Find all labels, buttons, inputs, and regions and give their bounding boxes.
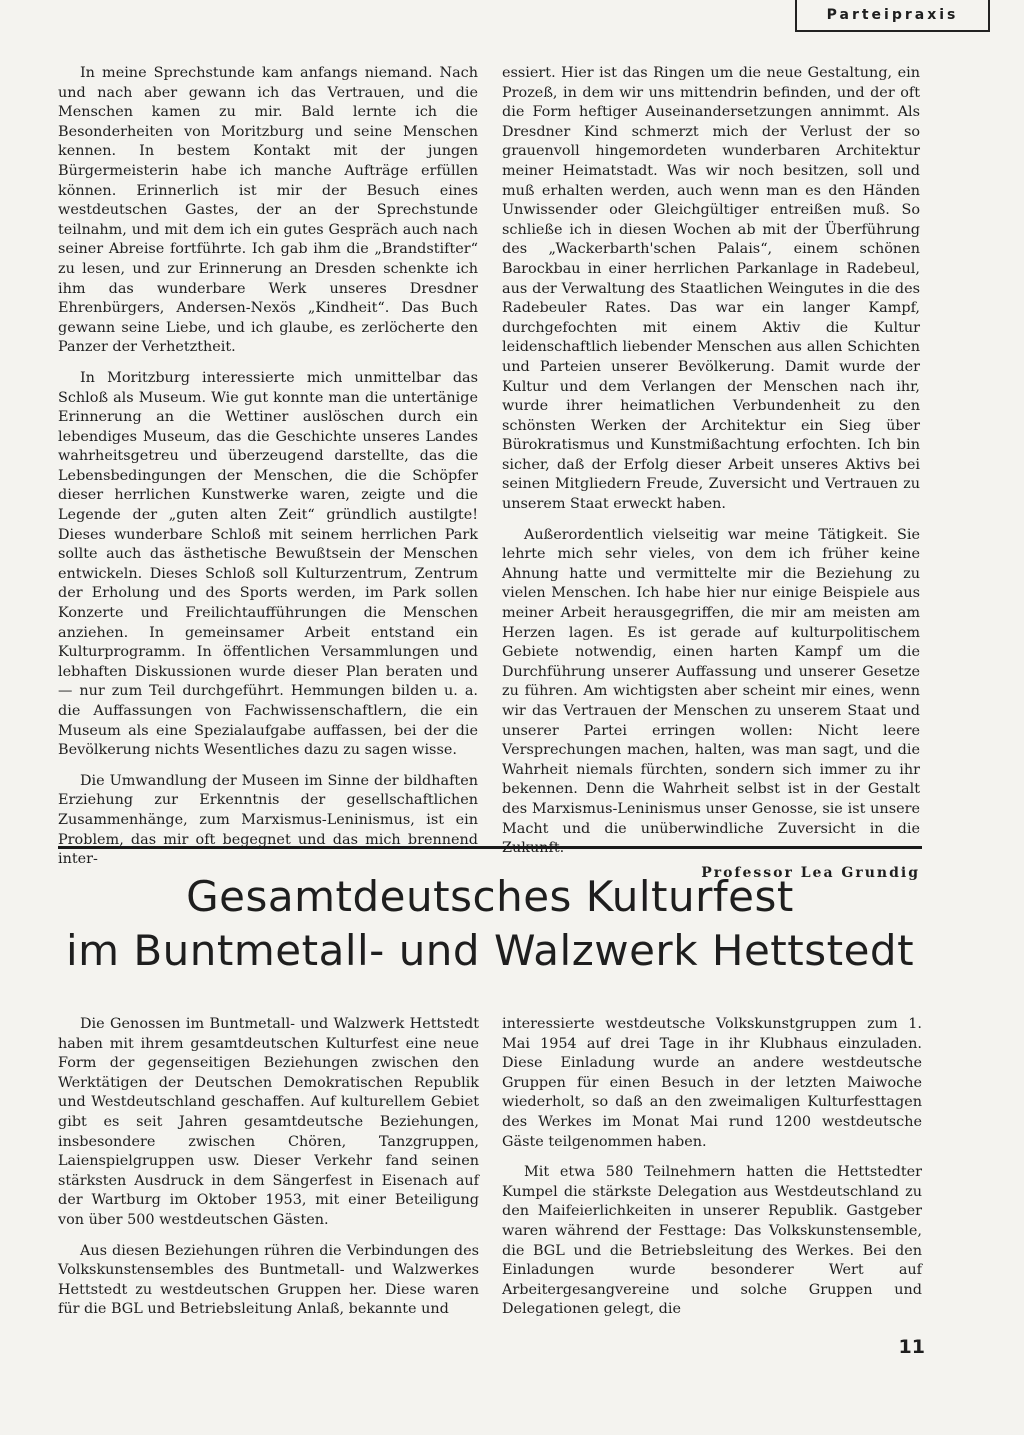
paragraph: Mit etwa 580 Teilnehmern hatten die Hettstedter Kumpel die stärkste Delegation aus Westdeutschland zu den Maifeierlichkeiten in unserer Republik. Gastgeber waren während der Festtage: Das Volkskunstensemble, die BGL und die Betriebsleitung des Werkes. Bei den Einladungen wurde besonderer Wert auf Arbeitergesangvereine und solche Gruppen und Delegationen gelegt, die [502, 1164, 922, 1318]
paragraph: essiert. Hier ist das Ringen um die neue Gestaltung, ein Prozeß, in dem wir uns mittendrin befinden, und der oft die Form heftiger Auseinandersetzungen annimmt. Als Dresdner Kind schmerzt mich der Verlust der so grauenvoll hingemordeten wunderbaren Architektur meiner Heimatstadt. Was wir noch besitzen, soll und muß erhalten werden, auch wenn man es den Händen Unwissender oder Gleichgültiger entreißen muß. So schließe ich in diesen Wochen ab mit der Überführung des „Wackerbarth'schen Palais“, einem schönen Barockbau in einer herrlichen Parkanlage in Radebeul, aus der Verwaltung des Staatlichen Weingutes in die des Radebeuler Rates. Das war ein langer Kampf, durchgefochten mit einem Aktiv die Kultur leidenschaftlich liebender Menschen aus allen Schichten und Parteien unserer Bevölkerung. Damit wurde der Kultur und dem Verlangen der Menschen nach ihr, wurde ihrer heimatlichen Verbundenheit zu den schönsten Werken der Architektur ein Sieg über Bürokratismus und Kunstmißachtung erfochten. Ich bin sicher, daß der Erfolg dieser Arbeit unseres Aktivs bei seinen Mitgliedern Freude, Zuversicht und Vertrauen zu unserem Staat erweckt haben. [502, 65, 920, 513]
paragraph: Die Umwandlung der Museen im Sinne der bildhaften Erziehung zur Erkenntnis der gesellschaftlichen Zusammenhänge, zum Marxismus-Leninismus, ist ein Problem, das mir oft begegnet und das mich brennend inter- [58, 772, 478, 868]
article1-column-right [502, 64, 920, 883]
page-number: 11 [898, 1336, 925, 1358]
author-signature: Professor Lea Grundig [701, 864, 920, 881]
paragraph: In meine Sprechstunde kam anfangs niemand. Nach und nach aber gewann ich das Vertrauen, und die Menschen kamen zu mir. Bald lernte ich die Besonderheiten von Moritzburg und seine Menschen kennen. In bestem Kontakt mit der jungen Bürgermeisterin habe ich manche Aufträge erfüllen können. Erinnerlich ist mir der Besuch eines westdeutschen Gastes, der an der Sprechstunde teilnahm, und mit dem ich ein gutes Gespräch auch nach seiner Abreise fortführte. Ich gab ihm die „Brandstifter“ zu lesen, und zur Erinnerung an Dresden schenkte ich ihm das wunderbare Werk unseres Dresdner Ehrenbürgers, Andersen-Nexös „Kindheit“. Das Buch gewann seine Liebe, und ich glaube, es zerlöcherte den Panzer der Verhetztheit. [58, 65, 478, 356]
paragraph: Die Genossen im Buntmetall- und Walzwerk Hettstedt haben mit ihrem gesamtdeutschen Kulturfest eine neue Form der gegenseitigen Beziehungen zwischen den Werktätigen der Deutschen Demokratischen Republik und Westdeutschland geschaffen. Auf kulturellem Gebiet gibt es seit Jahren gesamtdeutsche Beziehungen, insbesondere zwischen Chören, Tanzgruppen, Laienspielgruppen usw. Dieser Verkehr fand seinen stärksten Ausdruck in dem Sängerfest in Eisenach auf der Wartburg im Oktober 1953, mit einer Beteiligung von über 500 westdeutschen Gästen. [58, 1016, 479, 1228]
paragraph: Außerordentlich vielseitig war meine Tätigkeit. Sie lehrte mich sehr vieles, von dem ich früher keine Ahnung hatte und vermittelte mir die Beziehung zu vielen Menschen. Ich habe hier nur einige Beispiele aus meiner Arbeit herausgegriffen, die mir am meisten am Herzen lagen. Es ist gerade auf kulturpolitischem Gebiete notwendig, einen harten Kampf um die Durchführung unserer Auffassung und unserer Gesetze zu führen. Am wichtigsten aber scheint mir eines, wenn wir das Vertrauen der Menschen zu unserem Staat und unserer Partei erringen wollen: Nicht leere Versprechungen machen, halten, was man sagt, und die Wahrheit niemals fürchten, sondern sich immer zu ihr bekennen. Denn die Wahrheit selbst ist in der Gestalt des Marxismus-Leninismus unser Genosse, sie ist unsere Macht und die unüberwindliche Zuversicht in die Zukunft. [502, 526, 920, 857]
article1-column-left [58, 64, 478, 881]
article2-column-right [502, 1015, 922, 1331]
headline-line-1: Gesamtdeutsches Kulturfest [186, 872, 794, 921]
headline-line-2: im Buntmetall- und Walzwerk Hettstedt [65, 926, 915, 975]
section-divider [58, 846, 922, 849]
article-headline [60, 870, 920, 978]
paragraph: Aus diesen Beziehungen rühren die Verbindungen des Volkskunstensembles des Buntmetall- und Walzwerkes Hettstedt zu westdeutschen Gruppen her. Diese waren für die BGL und Betriebsleitung Anlaß, bekannte und [58, 1242, 479, 1318]
section-label: Parteipraxis [795, 0, 990, 32]
paragraph: interessierte westdeutsche Volkskunstgruppen zum 1. Mai 1954 auf drei Tage in ihr Klubhaus einzuladen. Diese Einladung wurde an andere westdeutsche Gruppen für einen Besuch in der letzten Maiwoche wiederholt, so daß an den zweimaligen Kulturfesttagen des Werkes im Monat Mai rund 1200 westdeutsche Gäste teilgenommen haben. [502, 1016, 922, 1150]
paragraph: In Moritzburg interessierte mich unmittelbar das Schloß als Museum. Wie gut konnte man die untertänige Erinnerung an die Wettiner auslöschen durch ein lebendiges Museum, das die Geschichte unseres Landes wahrheitsgetreu und überzeugend darstellte, das die Lebensbedingungen der Menschen, die die Schöpfer dieser herrlichen Kunstwerke waren, zeigte und die Legende der „guten alten Zeit“ gründlich austilgte! Dieses wunderbare Schloß mit seinem herrlichen Park sollte auch das ästhetische Bewußtsein der Menschen entwickeln. Dieses Schloß soll Kulturzentrum, Zentrum der Erholung und des Sports werden, im Park sollen Konzerte und Freilichtaufführungen die Menschen anziehen. In gemeinsamer Arbeit entstand ein Kulturprogramm. In öffentlichen Versammlungen und lebhaften Diskussionen wurde dieser Plan beraten und — nur zum Teil durchgeführt. Hemmungen bilden u. a. die Auffassungen von Fachwissenschaftlern, die ein Museum als eine Spezialaufgabe auffassen, bei der die Bevölkerung nichts Wesentliches dazu zu sagen wisse. [58, 369, 478, 759]
article2-column-left [58, 1015, 479, 1331]
